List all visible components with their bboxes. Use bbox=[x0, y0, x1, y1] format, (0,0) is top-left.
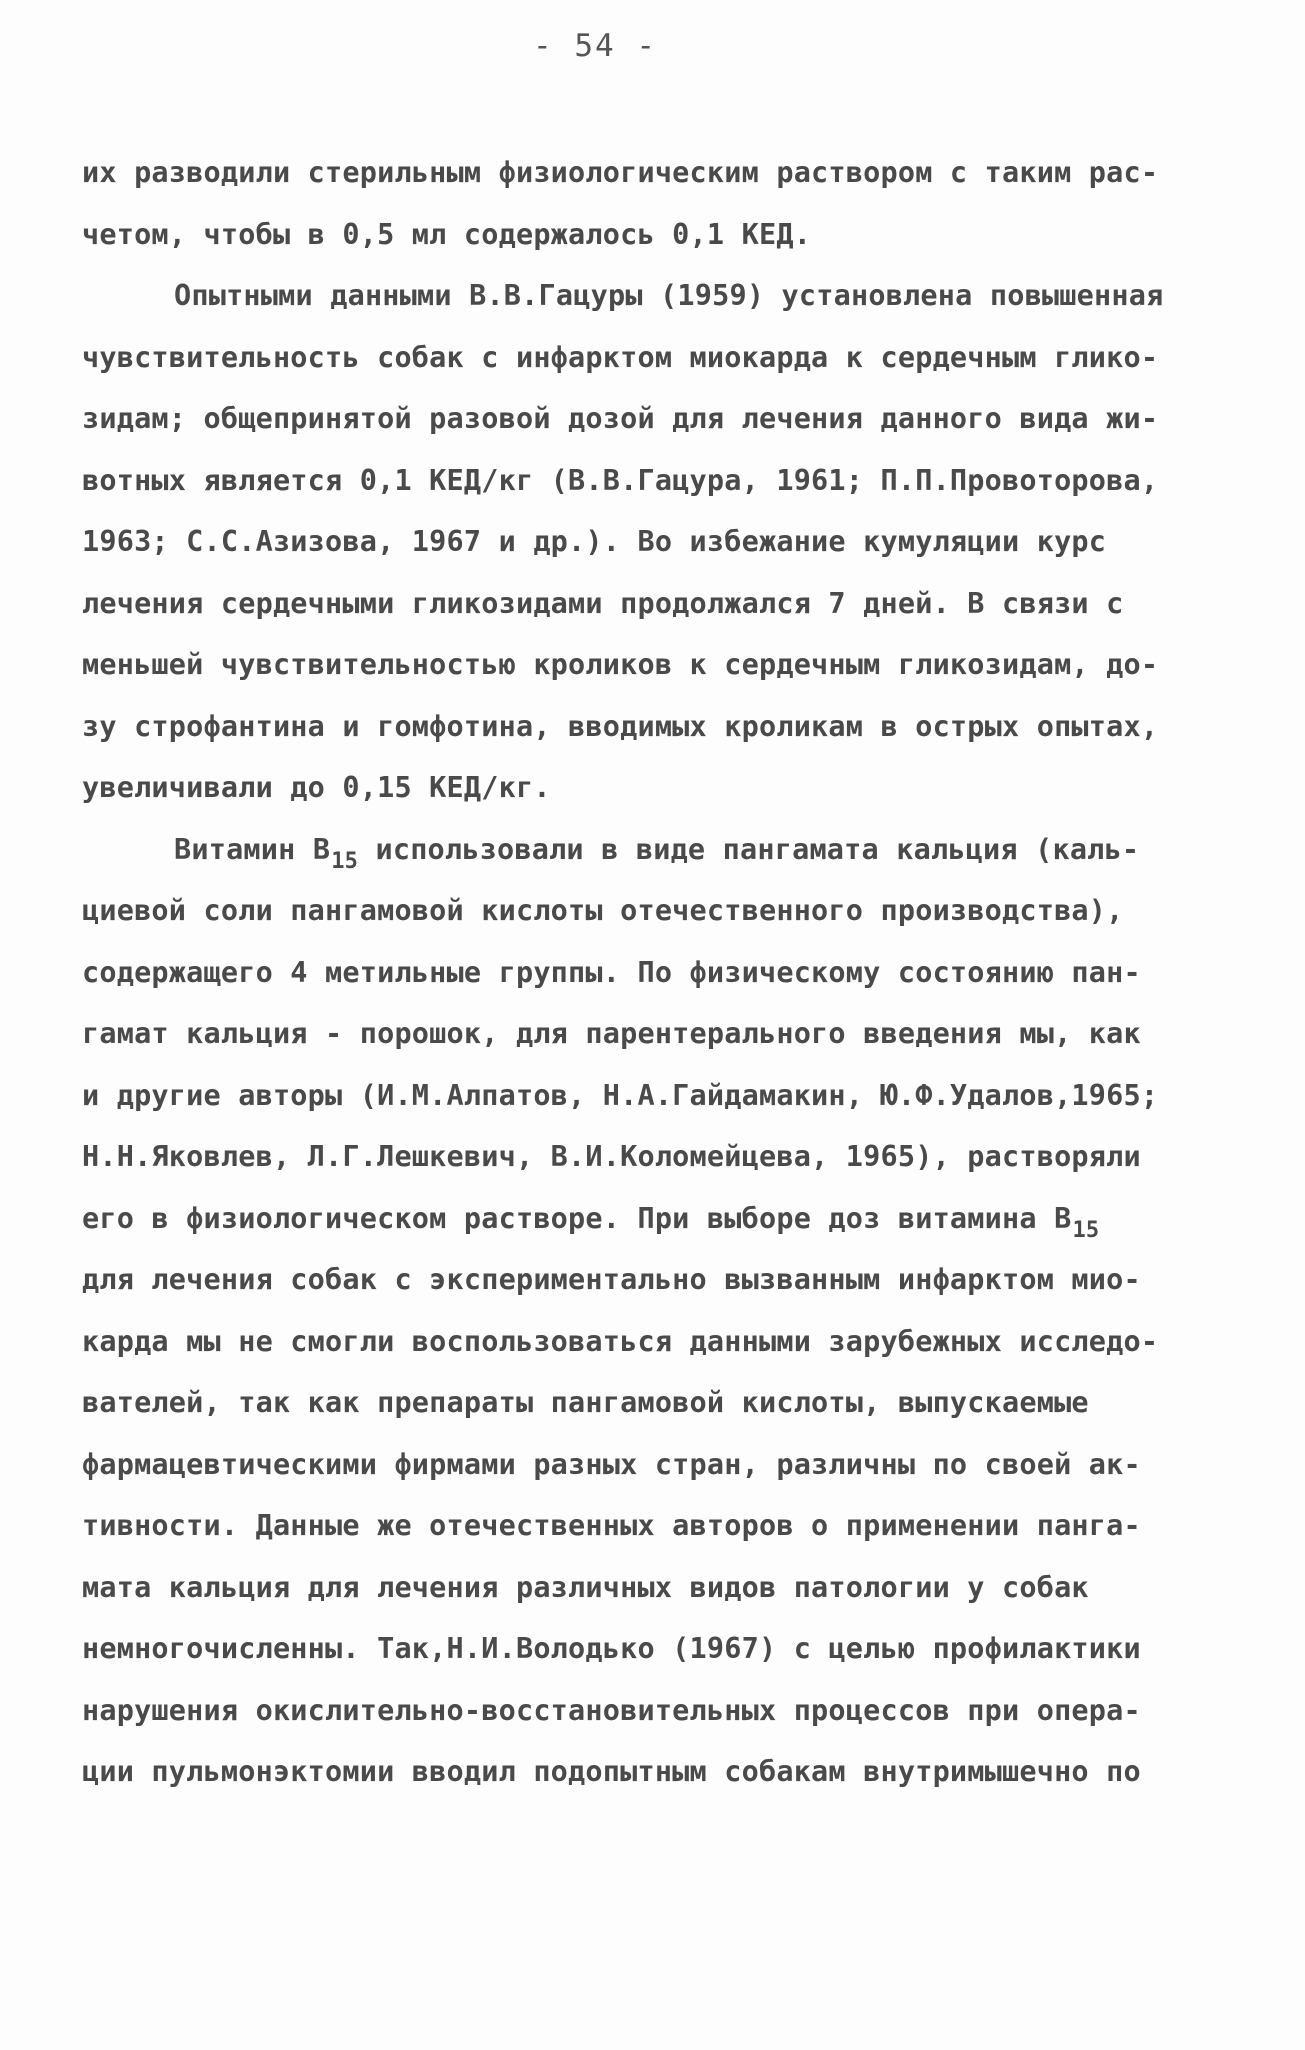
text-line: зидам; общепринятой разовой дозой для лечения данного вида жи- bbox=[82, 402, 1159, 435]
text-line: четом, чтобы в 0,5 мл содержалось 0,1 КЕД. bbox=[82, 217, 812, 251]
text-line: содержащего 4 метильные группы. По физическому состоянию пан- bbox=[82, 955, 1141, 989]
text-fragment: использовали в виде пангамата кальция (каль- bbox=[358, 832, 1140, 866]
text-line: вотных является 0,1 КЕД/кг (В.В.Гацура, 1961; П.П.Провоторова, bbox=[82, 463, 1159, 497]
text-line: ции пульмонэктомии вводил подопытным собакам внутримышечно по bbox=[82, 1755, 1141, 1788]
text-line: гамат кальция - порошок, для парентерального введения мы, как bbox=[82, 1017, 1141, 1050]
subscript: 15 bbox=[1072, 1217, 1100, 1243]
text-line: увеличивали до 0,15 КЕД/кг. bbox=[82, 771, 551, 804]
text-line: карда мы не смогли воспользоваться данными зарубежных исследо- bbox=[82, 1324, 1159, 1358]
text-line: мата кальция для лечения различных видов патологии у собак bbox=[82, 1570, 1089, 1604]
text-line: чувствительность собак с инфарктом миокарда к сердечным глико- bbox=[82, 340, 1159, 374]
text-line: циевой соли пангамовой кислоты отечественного производства), bbox=[82, 894, 1124, 927]
text-line: для лечения собак с экспериментально вызванным инфарктом мио- bbox=[82, 1263, 1141, 1296]
text-line bbox=[82, 1188, 1232, 1250]
text-line: зу строфантина и гомфотина, вводимых кроликам в острых опытах, bbox=[82, 709, 1159, 743]
text-line bbox=[82, 819, 1232, 881]
text-line: и другие авторы (И.М.Алпатов, Н.А.Гайдамакин, Ю.Ф.Удалов,1965; bbox=[82, 1078, 1159, 1112]
text-line: лечения сердечными гликозидами продолжался 7 дней. В связи с bbox=[82, 586, 1124, 620]
text-line: Опытными данными В.В.Гацуры (1959) установлена повышенная bbox=[174, 279, 1164, 312]
text-line: фармацевтическими фирмами разных стран, различны по своей ак- bbox=[82, 1447, 1141, 1481]
text-line: тивности. Данные же отечественных авторов о применении панга- bbox=[82, 1509, 1141, 1542]
body-text bbox=[82, 142, 1232, 1803]
text-line: их разводили стерильным физиологическим раствором с таким рас- bbox=[82, 156, 1159, 189]
text-line: нарушения окислительно-восстановительных процессов при опера- bbox=[82, 1693, 1141, 1727]
text-line: меньшей чувствительностью кроликов к сердечным гликозидам, до- bbox=[82, 648, 1159, 681]
text-line: немногочисленны. Так,Н.И.Володько (1967) с целью профилактики bbox=[82, 1632, 1141, 1665]
text-fragment: Витамин B bbox=[174, 832, 331, 866]
text-line: Н.Н.Яковлев, Л.Г.Лешкевич, В.И.Коломейцева, 1965), растворяли bbox=[82, 1140, 1141, 1173]
subscript: 15 bbox=[331, 848, 359, 874]
text-line: 1963; С.С.Азизова, 1967 и др.). Во избежание кумуляции курс bbox=[82, 525, 1107, 558]
text-fragment: его в физиологическом растворе. При выборе доз витамина B bbox=[82, 1201, 1072, 1235]
page-number: - 54 - bbox=[533, 28, 657, 64]
text-line: вателей, так как препараты пангамовой кислоты, выпускаемые bbox=[82, 1386, 1089, 1419]
